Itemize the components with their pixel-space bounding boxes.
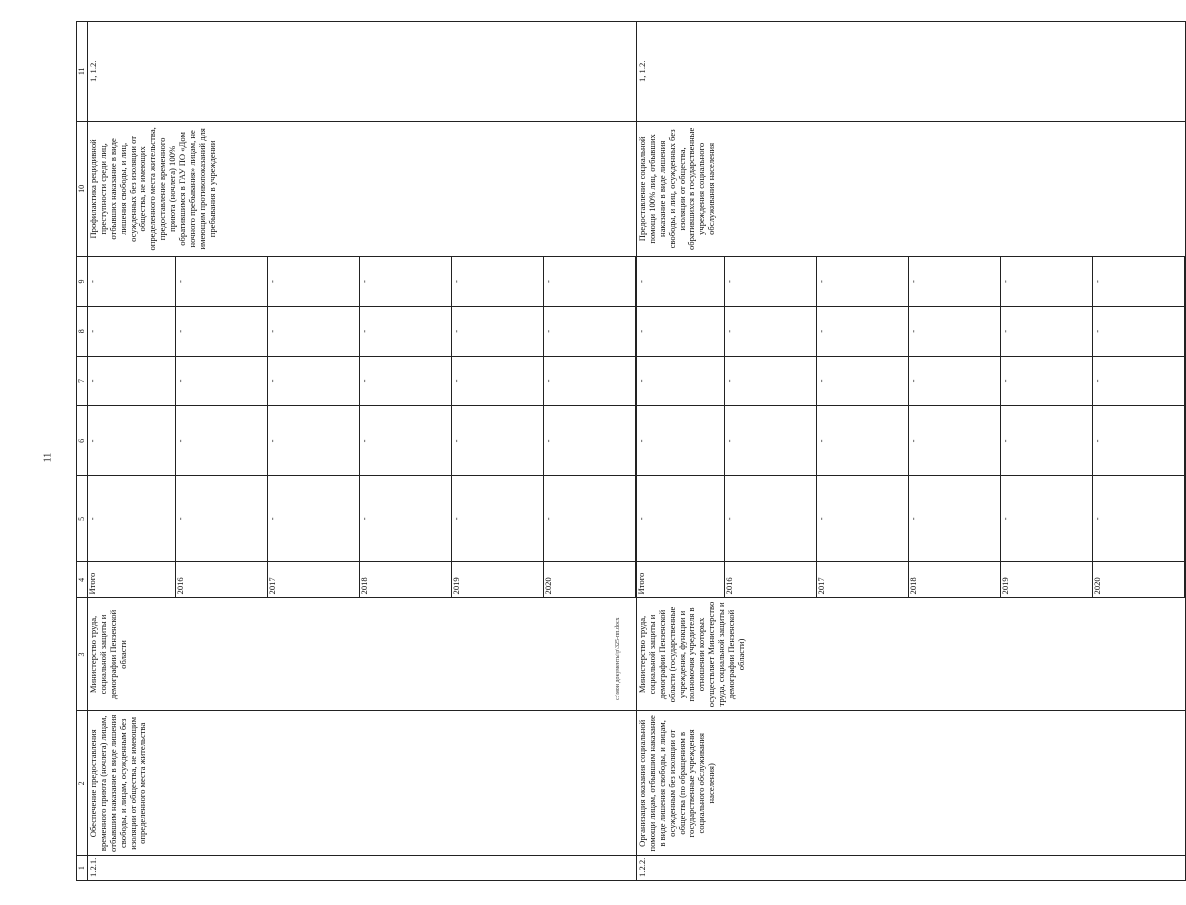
year-label: 2020 — [544, 562, 636, 597]
year-label: 2017 — [817, 562, 909, 597]
value-cell: - — [88, 476, 176, 561]
page-number: 11 — [42, 452, 54, 463]
value-cell: - — [268, 357, 360, 406]
value-cell: - — [176, 257, 268, 306]
value-cell: - — [1001, 257, 1093, 306]
header-col-10: 10 — [77, 121, 88, 257]
table-row — [88, 22, 637, 881]
executor: Министерство труда, социальной защиты и демографии Пензенской области — [88, 598, 637, 711]
value-cell: - — [909, 257, 1001, 306]
header-col-8: 8 — [77, 306, 88, 356]
expected-result: Предоставление социальной помощи 100% лиц, отбывших наказание в виде лишения свободы, и лиц, осужденных без изоляции от общества, обратившихся в государственные учреждения социального обслуживания населения — [637, 121, 1186, 257]
measure-name: Обеспечение предоставления временного приюта (ночлега) лицам, отбывшим наказание в виде лишения свободы, и лицам, осужденным без изоляции от общества, не имеющим определенного места жительства — [88, 711, 637, 856]
years-cell — [88, 562, 637, 598]
value-cell: - — [909, 307, 1001, 356]
header-col-9: 9 — [77, 257, 88, 307]
value-cell: - — [544, 257, 636, 306]
year-label: 2019 — [452, 562, 544, 597]
value-cell: - — [176, 307, 268, 356]
value-cell: - — [909, 476, 1001, 561]
year-label: 2016 — [725, 562, 817, 597]
value-cell: - — [1093, 406, 1185, 475]
year-label: 2020 — [1093, 562, 1185, 597]
value-cell: - — [817, 357, 909, 406]
value-cell: - — [817, 257, 909, 306]
col6-values — [88, 406, 637, 476]
header-col-6: 6 — [77, 406, 88, 476]
value-cell: - — [360, 476, 452, 561]
target-indicator: 1, 1.2. — [637, 22, 1186, 122]
col8-values — [637, 306, 1186, 356]
measure-name: Организация оказания социальной помощи лицам, отбывшим наказание в виде лишения свободы, и лицам, осужденным без изоляции от общества (по обращениям в государственные учреждения социального обслуживания населения) — [637, 711, 1186, 856]
value-cell: - — [176, 357, 268, 406]
value-cell: - — [637, 257, 725, 306]
value-cell: - — [909, 406, 1001, 475]
value-cell: - — [544, 357, 636, 406]
value-cell: - — [725, 257, 817, 306]
header-col-11: 11 — [77, 22, 88, 122]
program-table-sheet — [76, 21, 1103, 881]
col9-values — [637, 257, 1186, 307]
value-cell: - — [1001, 406, 1093, 475]
executor: Министерство труда, социальной защиты и демографии Пензенской области (государственные учреждения, функции и полномочия учредителя в отношении которых осуществляет Министерство труда, социальной защиты и демографии Пензенской области) — [637, 598, 1186, 711]
value-cell: - — [268, 476, 360, 561]
value-cell: - — [544, 406, 636, 475]
value-cell: - — [637, 357, 725, 406]
value-cell: - — [360, 257, 452, 306]
value-cell: - — [268, 257, 360, 306]
row-number: 1.2.2. — [637, 856, 1186, 881]
year-label: Итого — [637, 562, 725, 597]
col8-values — [88, 306, 637, 356]
year-label: 2018 — [360, 562, 452, 597]
years-cell — [637, 562, 1186, 598]
header-col-5: 5 — [77, 476, 88, 562]
value-cell: - — [817, 476, 909, 561]
value-cell: - — [725, 357, 817, 406]
value-cell: - — [637, 476, 725, 561]
header-col-2: 2 — [77, 711, 88, 856]
value-cell: - — [360, 406, 452, 475]
value-cell: - — [452, 357, 544, 406]
value-cell: - — [268, 307, 360, 356]
col7-values — [88, 356, 637, 406]
header-row — [77, 22, 88, 881]
target-indicator: 1, 1.2. — [88, 22, 637, 122]
value-cell: - — [1001, 476, 1093, 561]
year-label: Итого — [88, 562, 176, 597]
value-cell: - — [88, 357, 176, 406]
expected-result: Профилактика рецидивной преступности среди лиц, отбывших наказание в виде лишения свободы, и лиц, осужденных без изоляции от общества, не имеющих определенного места жительства, предоставление временного приюта (ночлега) 100% обратившимся в ГАУ ПО «Дом ночного пребывания» лицам, не имеющим противопоказаний для пребывания в учреждении — [88, 121, 637, 257]
value-cell: - — [544, 307, 636, 356]
header-col-3: 3 — [77, 598, 88, 711]
value-cell: - — [817, 307, 909, 356]
value-cell: - — [637, 406, 725, 475]
value-cell: - — [268, 406, 360, 475]
col9-values — [88, 257, 637, 307]
col7-values — [637, 356, 1186, 406]
value-cell: - — [1001, 357, 1093, 406]
year-label: 2018 — [909, 562, 1001, 597]
footer-path: c:\мои документы\p\325-пп.docx — [615, 617, 621, 700]
header-col-4: 4 — [77, 562, 88, 598]
value-cell: - — [817, 406, 909, 475]
program-table — [76, 21, 1186, 881]
value-cell: - — [725, 307, 817, 356]
value-cell: - — [544, 476, 636, 561]
year-label: 2017 — [268, 562, 360, 597]
col5-values — [637, 476, 1186, 562]
value-cell: - — [88, 257, 176, 306]
value-cell: - — [1093, 357, 1185, 406]
value-cell: - — [452, 406, 544, 475]
header-col-7: 7 — [77, 356, 88, 406]
value-cell: - — [1093, 476, 1185, 561]
value-cell: - — [176, 476, 268, 561]
header-col-1: 1 — [77, 856, 88, 881]
value-cell: - — [88, 307, 176, 356]
value-cell: - — [725, 406, 817, 475]
row-number: 1.2.1. — [88, 856, 637, 881]
col5-values — [88, 476, 637, 562]
value-cell: - — [452, 476, 544, 561]
value-cell: - — [909, 357, 1001, 406]
value-cell: - — [1093, 257, 1185, 306]
col6-values — [637, 406, 1186, 476]
value-cell: - — [452, 307, 544, 356]
year-label: 2016 — [176, 562, 268, 597]
year-label: 2019 — [1001, 562, 1093, 597]
value-cell: - — [637, 307, 725, 356]
value-cell: - — [725, 476, 817, 561]
value-cell: - — [360, 357, 452, 406]
value-cell: - — [176, 406, 268, 475]
value-cell: - — [88, 406, 176, 475]
value-cell: - — [360, 307, 452, 356]
table-row — [637, 22, 1186, 881]
value-cell: - — [1093, 307, 1185, 356]
value-cell: - — [452, 257, 544, 306]
value-cell: - — [1001, 307, 1093, 356]
